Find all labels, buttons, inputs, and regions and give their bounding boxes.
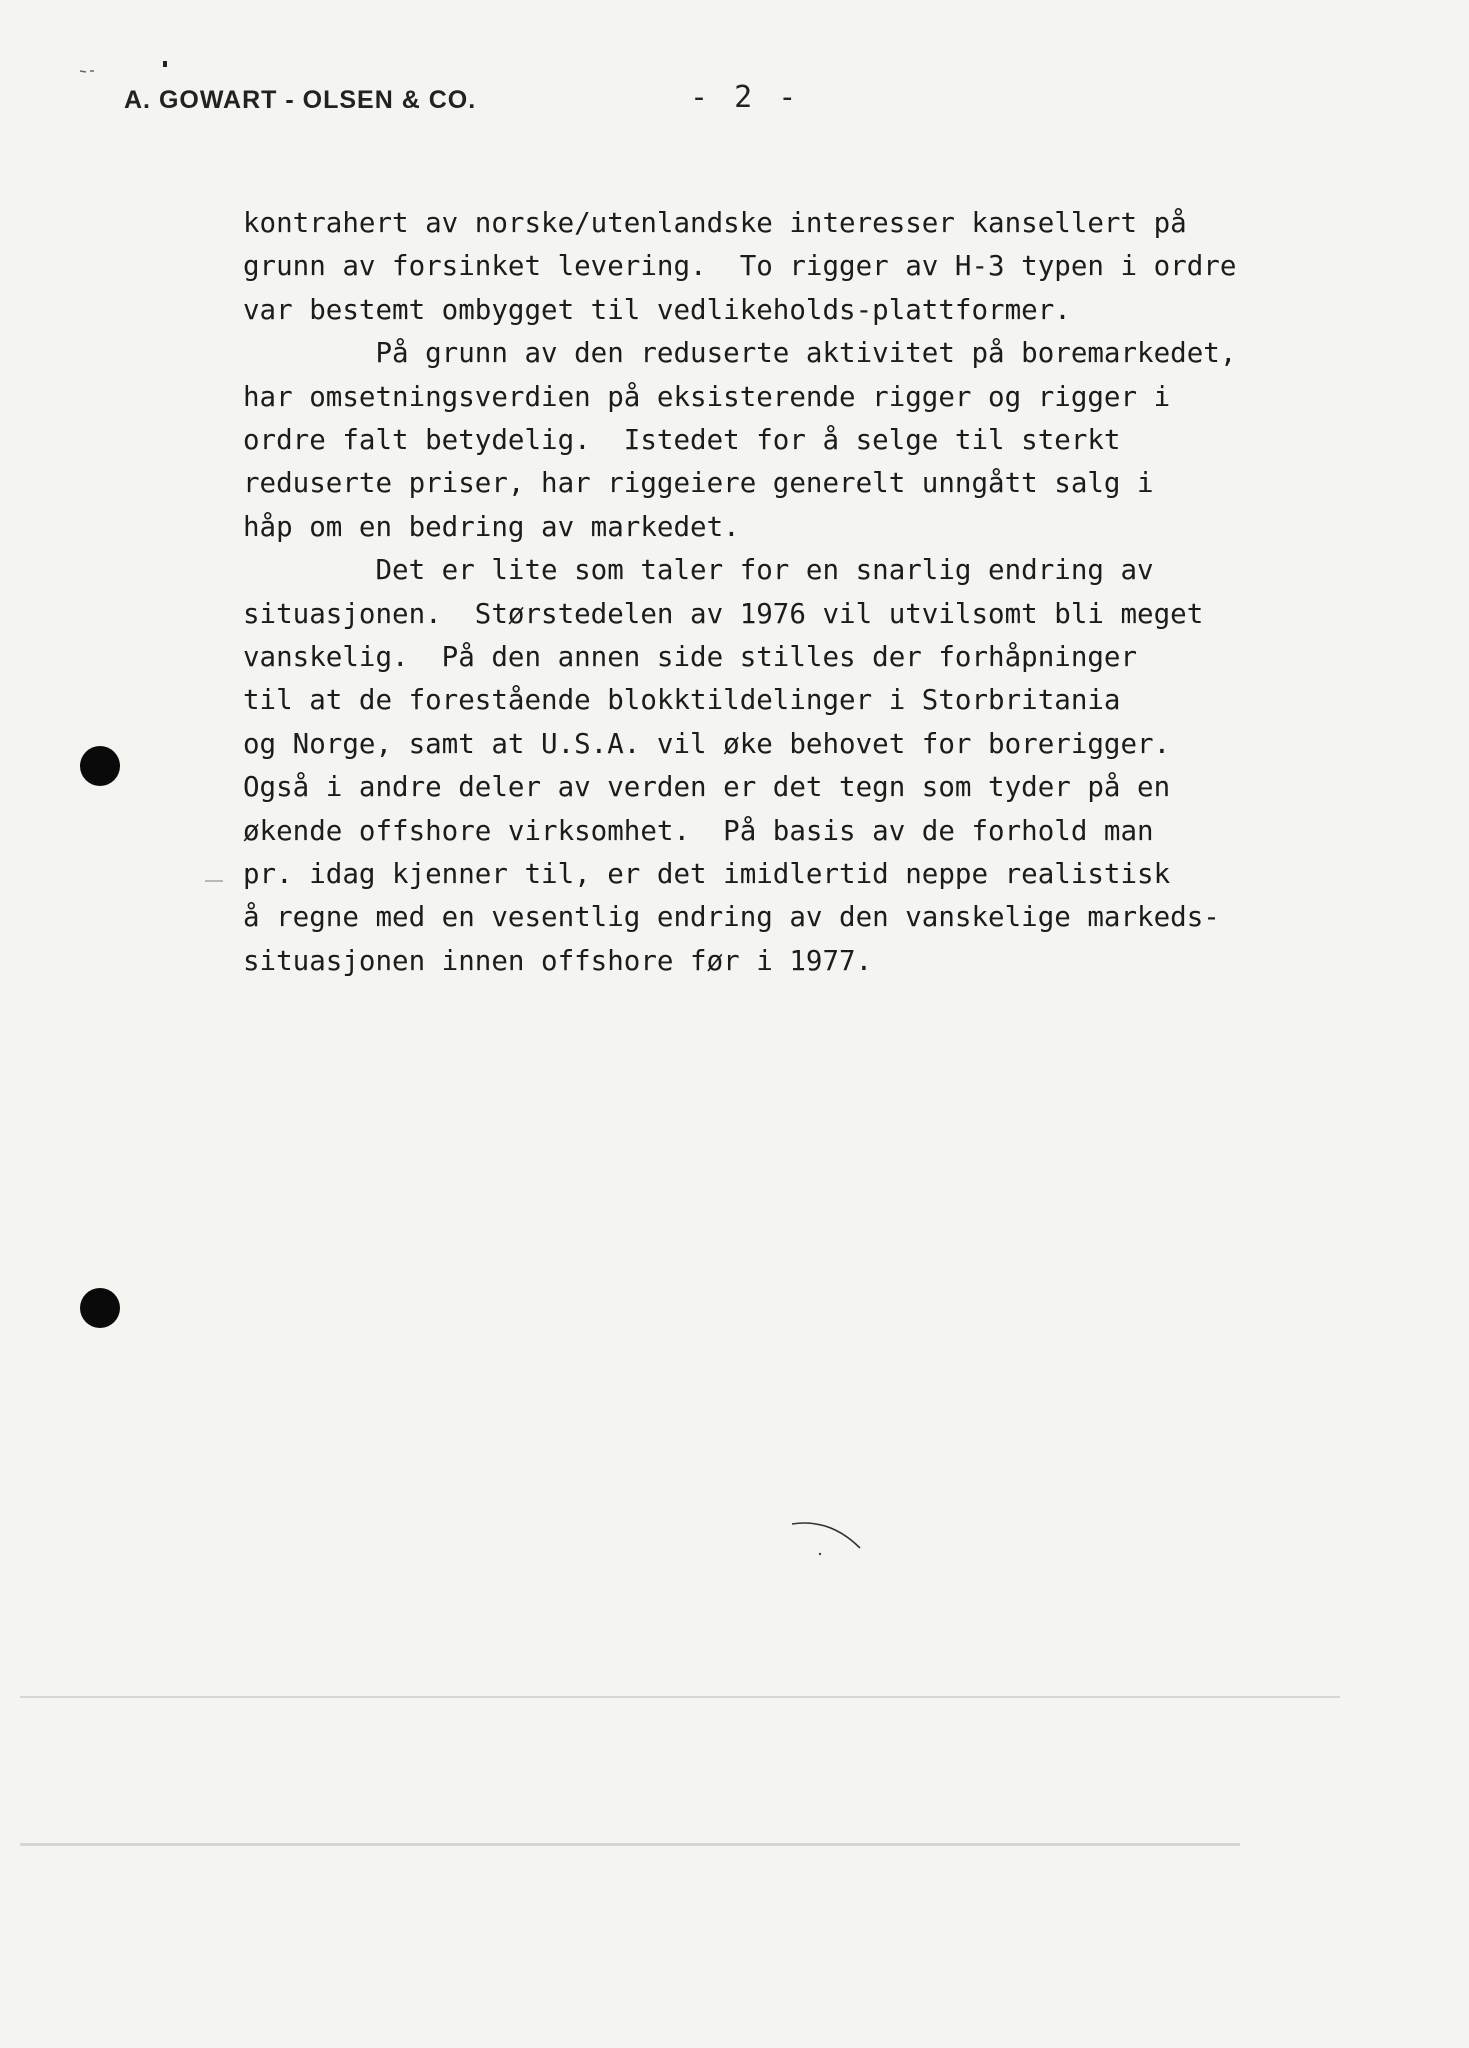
text-line: har omsetningsverdien på eksisterende rigger og rigger i	[243, 380, 1171, 413]
text-line: og Norge, samt at U.S.A. vil øke behovet for borerigger.	[243, 727, 1171, 760]
text-line: Det er lite som taler for en snarlig endring av	[243, 554, 1154, 587]
text-line: håp om en bedring av markedet.	[243, 510, 740, 543]
text-line: til at de forestående blokktildelinger i Storbritania	[243, 684, 1121, 717]
text-line: På grunn av den reduserte aktivitet på boremarkedet,	[243, 337, 1237, 370]
punch-hole	[80, 1288, 120, 1328]
text-line: kontrahert av norske/utenlandske interesser kansellert på	[243, 207, 1187, 239]
text-line: var bestemt ombygget til vedlikeholds-plattformer.	[243, 293, 1071, 326]
text-line: situasjonen innen offshore før i 1977.	[243, 944, 873, 977]
text-line: grunn av forsinket levering. To rigger av H-3 typen i ordre	[243, 250, 1237, 283]
page-number: - 2 -	[690, 80, 801, 115]
margin-mark	[205, 880, 223, 882]
text-line: pr. idag kjenner til, er det imidlertid neppe realistisk	[243, 858, 1171, 890]
text-line: reduserte priser, har riggeiere generelt unngått salg i	[243, 467, 1154, 500]
text-line: økende offshore virksomhet. På basis av de forhold man	[243, 814, 1154, 847]
text-line: situasjonen. Størstedelen av 1976 vil utvilsomt bli meget	[243, 597, 1204, 630]
stray-dot	[162, 60, 168, 68]
text-line: Også i andre deler av verden er det tegn som tyder på en	[243, 771, 1171, 804]
scan-streak	[20, 1696, 1340, 1698]
punch-hole	[80, 746, 120, 786]
stray-mark	[80, 68, 108, 74]
pen-mark	[790, 1518, 870, 1558]
scan-streak	[20, 1843, 1240, 1846]
text-line: å regne med en vesentlig endring av den vanskelige markeds-	[243, 901, 1220, 934]
company-letterhead: A. GOWART - OLSEN & CO.	[124, 86, 477, 114]
text-line: ordre falt betydelig. Istedet for å selge til sterkt	[243, 424, 1121, 456]
text-line: vanskelig. På den annen side stilles der forhåpninger	[243, 641, 1138, 673]
